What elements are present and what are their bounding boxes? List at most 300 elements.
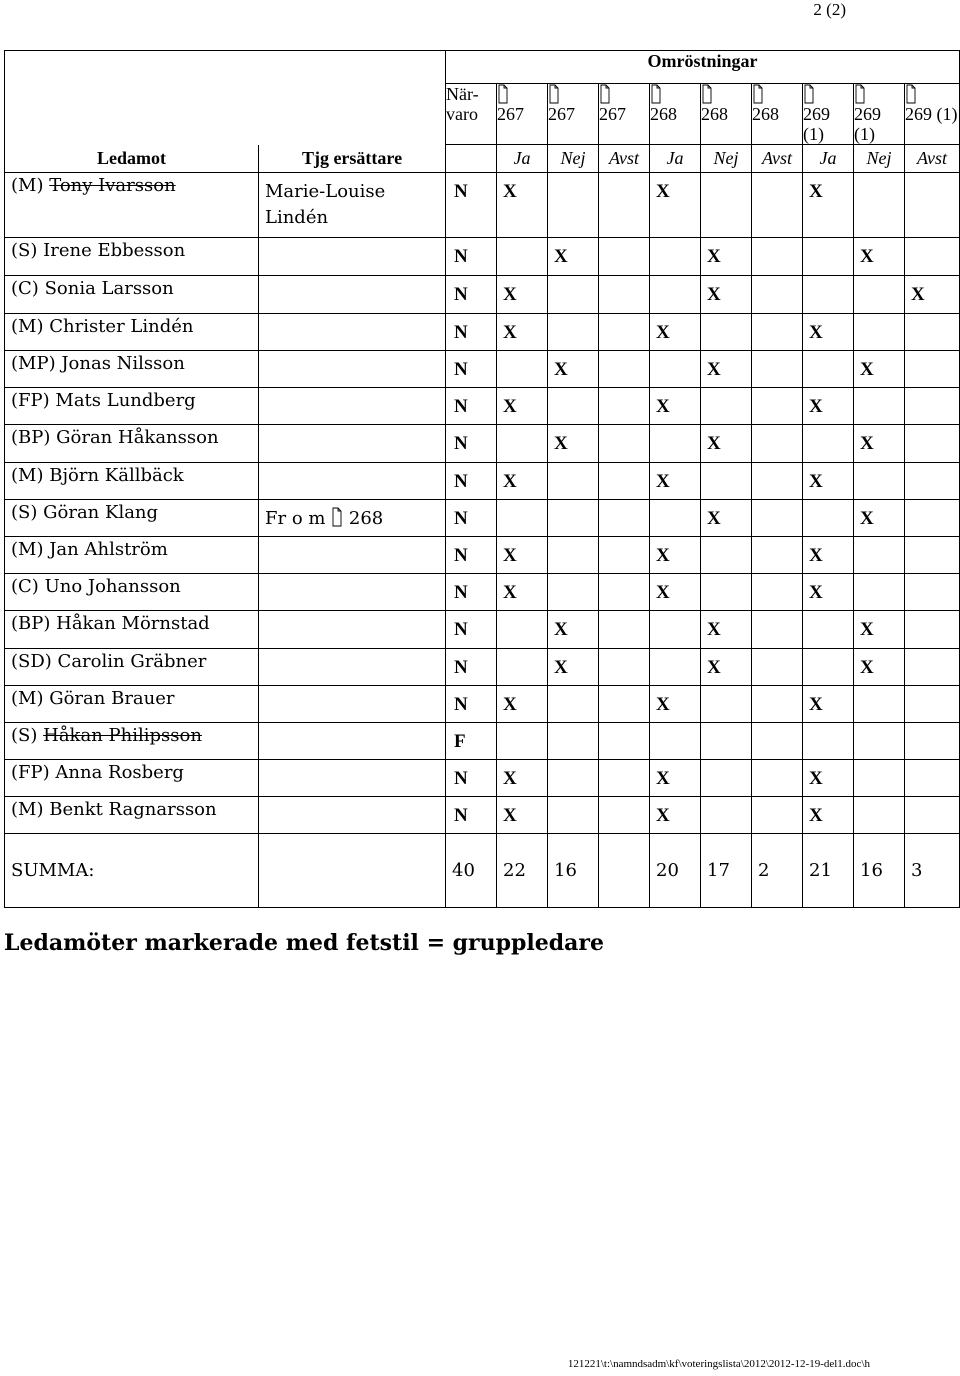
vote-cell bbox=[548, 760, 599, 797]
vote-column-number: 268 bbox=[650, 104, 677, 124]
vote-cell bbox=[752, 463, 803, 500]
member-name-cell bbox=[5, 173, 259, 238]
vote-cell bbox=[650, 611, 701, 649]
vote-cell: X bbox=[497, 173, 548, 238]
vote-cell: X bbox=[854, 351, 905, 388]
vote-cell bbox=[497, 649, 548, 686]
vote-cell bbox=[548, 686, 599, 723]
member-row bbox=[5, 686, 960, 723]
document-link-icon bbox=[854, 84, 866, 104]
member-name: Göran Brauer bbox=[49, 688, 175, 709]
document-link-icon bbox=[701, 84, 713, 104]
summa-label: SUMMA: bbox=[5, 834, 259, 908]
member-name: Uno Johansson bbox=[44, 576, 181, 597]
vote-cell: X bbox=[701, 425, 752, 463]
member-party: (FP) bbox=[11, 390, 50, 411]
member-row bbox=[5, 238, 960, 276]
member-name-cell bbox=[5, 388, 259, 425]
vote-cell bbox=[599, 425, 650, 463]
member-row bbox=[5, 797, 960, 834]
votes-title: Omröstningar bbox=[446, 51, 960, 84]
vote-column-header bbox=[548, 84, 599, 145]
vote-cell bbox=[548, 388, 599, 425]
presence-cell: N bbox=[446, 351, 497, 388]
presence-cell: N bbox=[446, 649, 497, 686]
member-name-cell bbox=[5, 314, 259, 351]
presence-cell: N bbox=[446, 611, 497, 649]
vote-cell bbox=[497, 351, 548, 388]
vote-cell bbox=[599, 351, 650, 388]
vote-cell: X bbox=[548, 611, 599, 649]
vote-column-number: 267 bbox=[599, 104, 626, 124]
member-row bbox=[5, 314, 960, 351]
document-link-icon bbox=[905, 84, 917, 104]
vote-cell bbox=[854, 723, 905, 760]
vote-cell bbox=[650, 649, 701, 686]
vote-cell: X bbox=[701, 276, 752, 314]
vote-cell bbox=[599, 314, 650, 351]
vote-cell bbox=[701, 173, 752, 238]
member-name: Irene Ebbesson bbox=[43, 240, 186, 261]
vote-column-header bbox=[854, 84, 905, 145]
vote-choice-header: Ja bbox=[803, 145, 854, 173]
member-name: Göran Håkansson bbox=[56, 427, 219, 448]
member-row bbox=[5, 276, 960, 314]
member-row bbox=[5, 760, 960, 797]
member-name-cell bbox=[5, 238, 259, 276]
vote-cell bbox=[752, 611, 803, 649]
vote-cell bbox=[905, 760, 960, 797]
member-name: Göran Klang bbox=[43, 502, 159, 523]
vote-cell bbox=[701, 314, 752, 351]
ledamot-header: Ledamot bbox=[5, 145, 259, 173]
vote-column-number: 269 (1) bbox=[854, 104, 881, 144]
summa-value bbox=[599, 834, 650, 908]
vote-cell bbox=[752, 425, 803, 463]
presence-cell: N bbox=[446, 463, 497, 500]
vote-cell: X bbox=[650, 537, 701, 574]
vote-cell bbox=[854, 574, 905, 611]
vote-cell bbox=[752, 797, 803, 834]
vote-cell bbox=[599, 611, 650, 649]
member-name-cell bbox=[5, 723, 259, 760]
summa-value: 16 bbox=[854, 834, 905, 908]
member-name: Håkan Mörnstad bbox=[56, 613, 210, 634]
vote-cell bbox=[548, 173, 599, 238]
vote-cell: X bbox=[650, 686, 701, 723]
vote-cell: X bbox=[650, 760, 701, 797]
member-name: Tony Ivarsson bbox=[49, 175, 176, 196]
vote-cell bbox=[752, 351, 803, 388]
vote-cell bbox=[803, 351, 854, 388]
vote-cell bbox=[650, 425, 701, 463]
document-link-icon bbox=[803, 84, 815, 104]
member-party: (S) bbox=[11, 240, 38, 261]
vote-cell bbox=[854, 686, 905, 723]
substitute-cell bbox=[259, 574, 446, 611]
substitute-cell bbox=[259, 611, 446, 649]
vote-cell: X bbox=[497, 314, 548, 351]
presence-cell: N bbox=[446, 686, 497, 723]
vote-cell bbox=[548, 723, 599, 760]
substitute-prefix: Fr o m 268 bbox=[265, 508, 384, 529]
vote-cell bbox=[803, 649, 854, 686]
vote-cell bbox=[701, 686, 752, 723]
vote-cell bbox=[701, 797, 752, 834]
member-party: (M) bbox=[11, 175, 44, 196]
member-row bbox=[5, 351, 960, 388]
summa-row bbox=[5, 834, 960, 908]
vote-cell bbox=[548, 574, 599, 611]
vote-cell bbox=[701, 463, 752, 500]
substitute-cell bbox=[259, 173, 446, 238]
vote-cell: X bbox=[650, 173, 701, 238]
substitute-cell bbox=[259, 425, 446, 463]
vote-cell bbox=[548, 314, 599, 351]
vote-table bbox=[4, 50, 960, 908]
vote-cell: X bbox=[548, 425, 599, 463]
vote-cell: X bbox=[650, 463, 701, 500]
vote-cell bbox=[803, 500, 854, 537]
substitute-cell bbox=[259, 276, 446, 314]
vote-cell bbox=[599, 797, 650, 834]
vote-cell bbox=[599, 276, 650, 314]
vote-cell: X bbox=[701, 500, 752, 537]
vote-cell bbox=[548, 276, 599, 314]
member-party: (M) bbox=[11, 539, 44, 560]
member-row bbox=[5, 574, 960, 611]
vote-cell: X bbox=[650, 574, 701, 611]
vote-cell bbox=[752, 574, 803, 611]
vote-cell bbox=[905, 537, 960, 574]
member-name-cell bbox=[5, 351, 259, 388]
vote-cell bbox=[752, 173, 803, 238]
vote-cell bbox=[803, 425, 854, 463]
vote-cell bbox=[905, 238, 960, 276]
member-party: (S) bbox=[11, 725, 38, 746]
vote-choice-header: Nej bbox=[854, 145, 905, 173]
member-row bbox=[5, 611, 960, 649]
vote-cell bbox=[599, 760, 650, 797]
vote-cell bbox=[905, 463, 960, 500]
member-name-cell bbox=[5, 686, 259, 723]
member-name-cell bbox=[5, 649, 259, 686]
member-name: Jan Ahlström bbox=[49, 539, 168, 560]
vote-column-header bbox=[650, 84, 701, 145]
summa-presence: 40 bbox=[446, 834, 497, 908]
vote-cell bbox=[497, 238, 548, 276]
vote-cell bbox=[650, 276, 701, 314]
vote-cell bbox=[548, 797, 599, 834]
vote-column-number: 268 bbox=[752, 104, 779, 124]
vote-choice-header: Ja bbox=[650, 145, 701, 173]
presence-cell: N bbox=[446, 500, 497, 537]
member-party: (M) bbox=[11, 316, 44, 337]
vote-cell bbox=[905, 686, 960, 723]
member-name: Jonas Nilsson bbox=[61, 353, 185, 374]
presence-cell: N bbox=[446, 537, 497, 574]
member-party: (SD) bbox=[11, 651, 52, 672]
substitute-cell bbox=[259, 649, 446, 686]
presence-cell: N bbox=[446, 388, 497, 425]
vote-cell bbox=[854, 388, 905, 425]
vote-column-number: 269 (1) bbox=[905, 104, 958, 124]
vote-cell: X bbox=[803, 797, 854, 834]
vote-cell: X bbox=[497, 463, 548, 500]
member-party: (C) bbox=[11, 278, 39, 299]
document-link-icon bbox=[548, 84, 560, 104]
vote-cell bbox=[854, 276, 905, 314]
vote-cell bbox=[905, 723, 960, 760]
page-number: 2 (2) bbox=[813, 0, 846, 19]
substitute-cell bbox=[259, 463, 446, 500]
substitute-cell bbox=[259, 500, 446, 537]
vote-cell bbox=[548, 500, 599, 537]
vote-cell bbox=[905, 574, 960, 611]
vote-cell bbox=[599, 574, 650, 611]
vote-cell bbox=[701, 723, 752, 760]
member-name-cell bbox=[5, 425, 259, 463]
vote-cell bbox=[752, 388, 803, 425]
vote-cell bbox=[803, 276, 854, 314]
vote-cell: X bbox=[650, 388, 701, 425]
vote-cell bbox=[701, 760, 752, 797]
vote-cell: X bbox=[548, 238, 599, 276]
vote-cell bbox=[854, 537, 905, 574]
vote-cell bbox=[803, 723, 854, 760]
vote-cell bbox=[599, 500, 650, 537]
column-header-row bbox=[5, 84, 960, 145]
vote-cell: X bbox=[497, 574, 548, 611]
vote-choice-header: Avst bbox=[599, 145, 650, 173]
vote-cell: X bbox=[803, 537, 854, 574]
member-party: (M) bbox=[11, 688, 44, 709]
summa-value: 21 bbox=[803, 834, 854, 908]
vote-cell bbox=[548, 463, 599, 500]
vote-cell: X bbox=[905, 276, 960, 314]
vote-cell bbox=[497, 500, 548, 537]
member-party: (FP) bbox=[11, 762, 50, 783]
vote-choice-header: Avst bbox=[752, 145, 803, 173]
vote-choice-header: Avst bbox=[905, 145, 960, 173]
summa-value: 16 bbox=[548, 834, 599, 908]
footer-note: Ledamöter markerade med fetstil = gruppledare bbox=[4, 930, 604, 956]
member-row bbox=[5, 463, 960, 500]
vote-cell bbox=[905, 388, 960, 425]
substitute-cell bbox=[259, 760, 446, 797]
vote-cell bbox=[752, 723, 803, 760]
summa-value: 2 bbox=[752, 834, 803, 908]
member-name: Björn Källbäck bbox=[49, 465, 184, 486]
member-name-cell bbox=[5, 760, 259, 797]
presence-cell: N bbox=[446, 173, 497, 238]
vote-cell bbox=[599, 388, 650, 425]
vote-cell bbox=[650, 351, 701, 388]
vote-cell bbox=[803, 238, 854, 276]
footer-path: 121221\t:\namndsadm\kf\voteringslista\2012\2012-12-19-del1.doc\h bbox=[567, 1358, 870, 1370]
member-party: (BP) bbox=[11, 427, 51, 448]
vote-column-number: 269 (1) bbox=[803, 104, 830, 144]
member-party: (S) bbox=[11, 502, 38, 523]
member-name: Christer Lindén bbox=[49, 316, 194, 337]
presence-cell: N bbox=[446, 425, 497, 463]
vote-cell bbox=[854, 173, 905, 238]
vote-cell bbox=[854, 314, 905, 351]
substitute-name: Marie-Louise Lindén bbox=[265, 181, 386, 228]
substitute-cell bbox=[259, 723, 446, 760]
vote-cell bbox=[752, 686, 803, 723]
vote-cell: X bbox=[803, 686, 854, 723]
vote-cell bbox=[599, 649, 650, 686]
substitute-cell bbox=[259, 686, 446, 723]
vote-cell bbox=[599, 238, 650, 276]
presence-cell: N bbox=[446, 276, 497, 314]
vote-cell: X bbox=[701, 351, 752, 388]
vote-cell bbox=[497, 723, 548, 760]
member-name: Carolin Gräbner bbox=[57, 651, 207, 672]
presence-cell: N bbox=[446, 797, 497, 834]
member-party: (C) bbox=[11, 576, 39, 597]
member-name: Mats Lundberg bbox=[55, 390, 196, 411]
narvaro-header: När-varo bbox=[446, 84, 497, 145]
vote-cell: X bbox=[497, 388, 548, 425]
member-row bbox=[5, 173, 960, 238]
document-link-icon bbox=[650, 84, 662, 104]
vote-cell: X bbox=[701, 238, 752, 276]
vote-column-header bbox=[905, 84, 960, 145]
vote-column-header bbox=[803, 84, 854, 145]
vote-cell: X bbox=[497, 797, 548, 834]
member-row bbox=[5, 723, 960, 760]
vote-cell: X bbox=[497, 537, 548, 574]
vote-cell bbox=[752, 760, 803, 797]
vote-cell: X bbox=[701, 649, 752, 686]
vote-column-header bbox=[497, 84, 548, 145]
vote-cell: X bbox=[854, 500, 905, 537]
presence-cell: N bbox=[446, 238, 497, 276]
vote-cell bbox=[497, 611, 548, 649]
document-link-icon bbox=[331, 507, 343, 527]
member-party: (BP) bbox=[11, 613, 51, 634]
vote-cell: X bbox=[803, 463, 854, 500]
vote-cell bbox=[599, 723, 650, 760]
presence-cell: N bbox=[446, 574, 497, 611]
substitute-cell bbox=[259, 797, 446, 834]
vote-cell: X bbox=[803, 574, 854, 611]
vote-cell: X bbox=[497, 686, 548, 723]
vote-cell bbox=[752, 500, 803, 537]
vote-column-header bbox=[701, 84, 752, 145]
vote-cell bbox=[854, 797, 905, 834]
member-name-cell bbox=[5, 500, 259, 537]
document-link-icon bbox=[599, 84, 611, 104]
vote-cell bbox=[599, 173, 650, 238]
member-row bbox=[5, 649, 960, 686]
member-party: (M) bbox=[11, 465, 44, 486]
member-row bbox=[5, 500, 960, 537]
member-name-cell bbox=[5, 611, 259, 649]
document-link-icon bbox=[752, 84, 764, 104]
vote-cell: X bbox=[548, 351, 599, 388]
presence-cell: F bbox=[446, 723, 497, 760]
vote-cell bbox=[905, 314, 960, 351]
member-party: (MP) bbox=[11, 353, 56, 374]
vote-cell bbox=[905, 173, 960, 238]
presence-cell: N bbox=[446, 314, 497, 351]
member-name: Håkan Philipsson bbox=[43, 725, 202, 746]
vote-cell: X bbox=[803, 173, 854, 238]
member-name-cell bbox=[5, 797, 259, 834]
member-name-cell bbox=[5, 537, 259, 574]
vote-cell bbox=[599, 686, 650, 723]
vote-column-number: 267 bbox=[548, 104, 575, 124]
summa-value: 22 bbox=[497, 834, 548, 908]
vote-cell bbox=[599, 463, 650, 500]
presence-cell: N bbox=[446, 760, 497, 797]
substitute-cell bbox=[259, 314, 446, 351]
member-name: Sonia Larsson bbox=[44, 278, 174, 299]
ersattare-header: Tjg ersättare bbox=[259, 145, 446, 173]
header-title-row bbox=[5, 51, 960, 84]
vote-cell: X bbox=[650, 797, 701, 834]
member-party: (M) bbox=[11, 799, 44, 820]
vote-cell bbox=[905, 797, 960, 834]
vote-cell bbox=[905, 649, 960, 686]
vote-cell bbox=[854, 463, 905, 500]
vote-cell: X bbox=[548, 649, 599, 686]
vote-cell bbox=[650, 238, 701, 276]
vote-cell bbox=[701, 574, 752, 611]
choice-header-row bbox=[5, 145, 960, 173]
member-row bbox=[5, 388, 960, 425]
vote-column-number: 268 bbox=[701, 104, 728, 124]
member-row bbox=[5, 537, 960, 574]
document-link-icon bbox=[497, 84, 509, 104]
vote-cell: X bbox=[854, 238, 905, 276]
vote-cell bbox=[752, 537, 803, 574]
vote-cell bbox=[752, 276, 803, 314]
vote-cell bbox=[701, 388, 752, 425]
member-name-cell bbox=[5, 276, 259, 314]
vote-cell: X bbox=[497, 760, 548, 797]
vote-cell bbox=[854, 760, 905, 797]
member-name: Anna Rosberg bbox=[55, 762, 184, 783]
member-name-cell bbox=[5, 574, 259, 611]
vote-cell: X bbox=[854, 611, 905, 649]
vote-cell bbox=[752, 238, 803, 276]
vote-column-number: 267 bbox=[497, 104, 524, 124]
vote-cell bbox=[497, 425, 548, 463]
vote-cell: X bbox=[650, 314, 701, 351]
member-row bbox=[5, 425, 960, 463]
vote-cell: X bbox=[701, 611, 752, 649]
substitute-cell bbox=[259, 238, 446, 276]
vote-cell bbox=[905, 500, 960, 537]
vote-column-header bbox=[599, 84, 650, 145]
summa-value: 20 bbox=[650, 834, 701, 908]
vote-cell: X bbox=[803, 760, 854, 797]
vote-column-header bbox=[752, 84, 803, 145]
vote-cell bbox=[599, 537, 650, 574]
vote-cell bbox=[650, 723, 701, 760]
vote-choice-header: Ja bbox=[497, 145, 548, 173]
vote-cell: X bbox=[497, 276, 548, 314]
summa-value: 17 bbox=[701, 834, 752, 908]
vote-choice-header: Nej bbox=[701, 145, 752, 173]
vote-cell bbox=[752, 314, 803, 351]
vote-cell: X bbox=[854, 425, 905, 463]
substitute-cell bbox=[259, 388, 446, 425]
